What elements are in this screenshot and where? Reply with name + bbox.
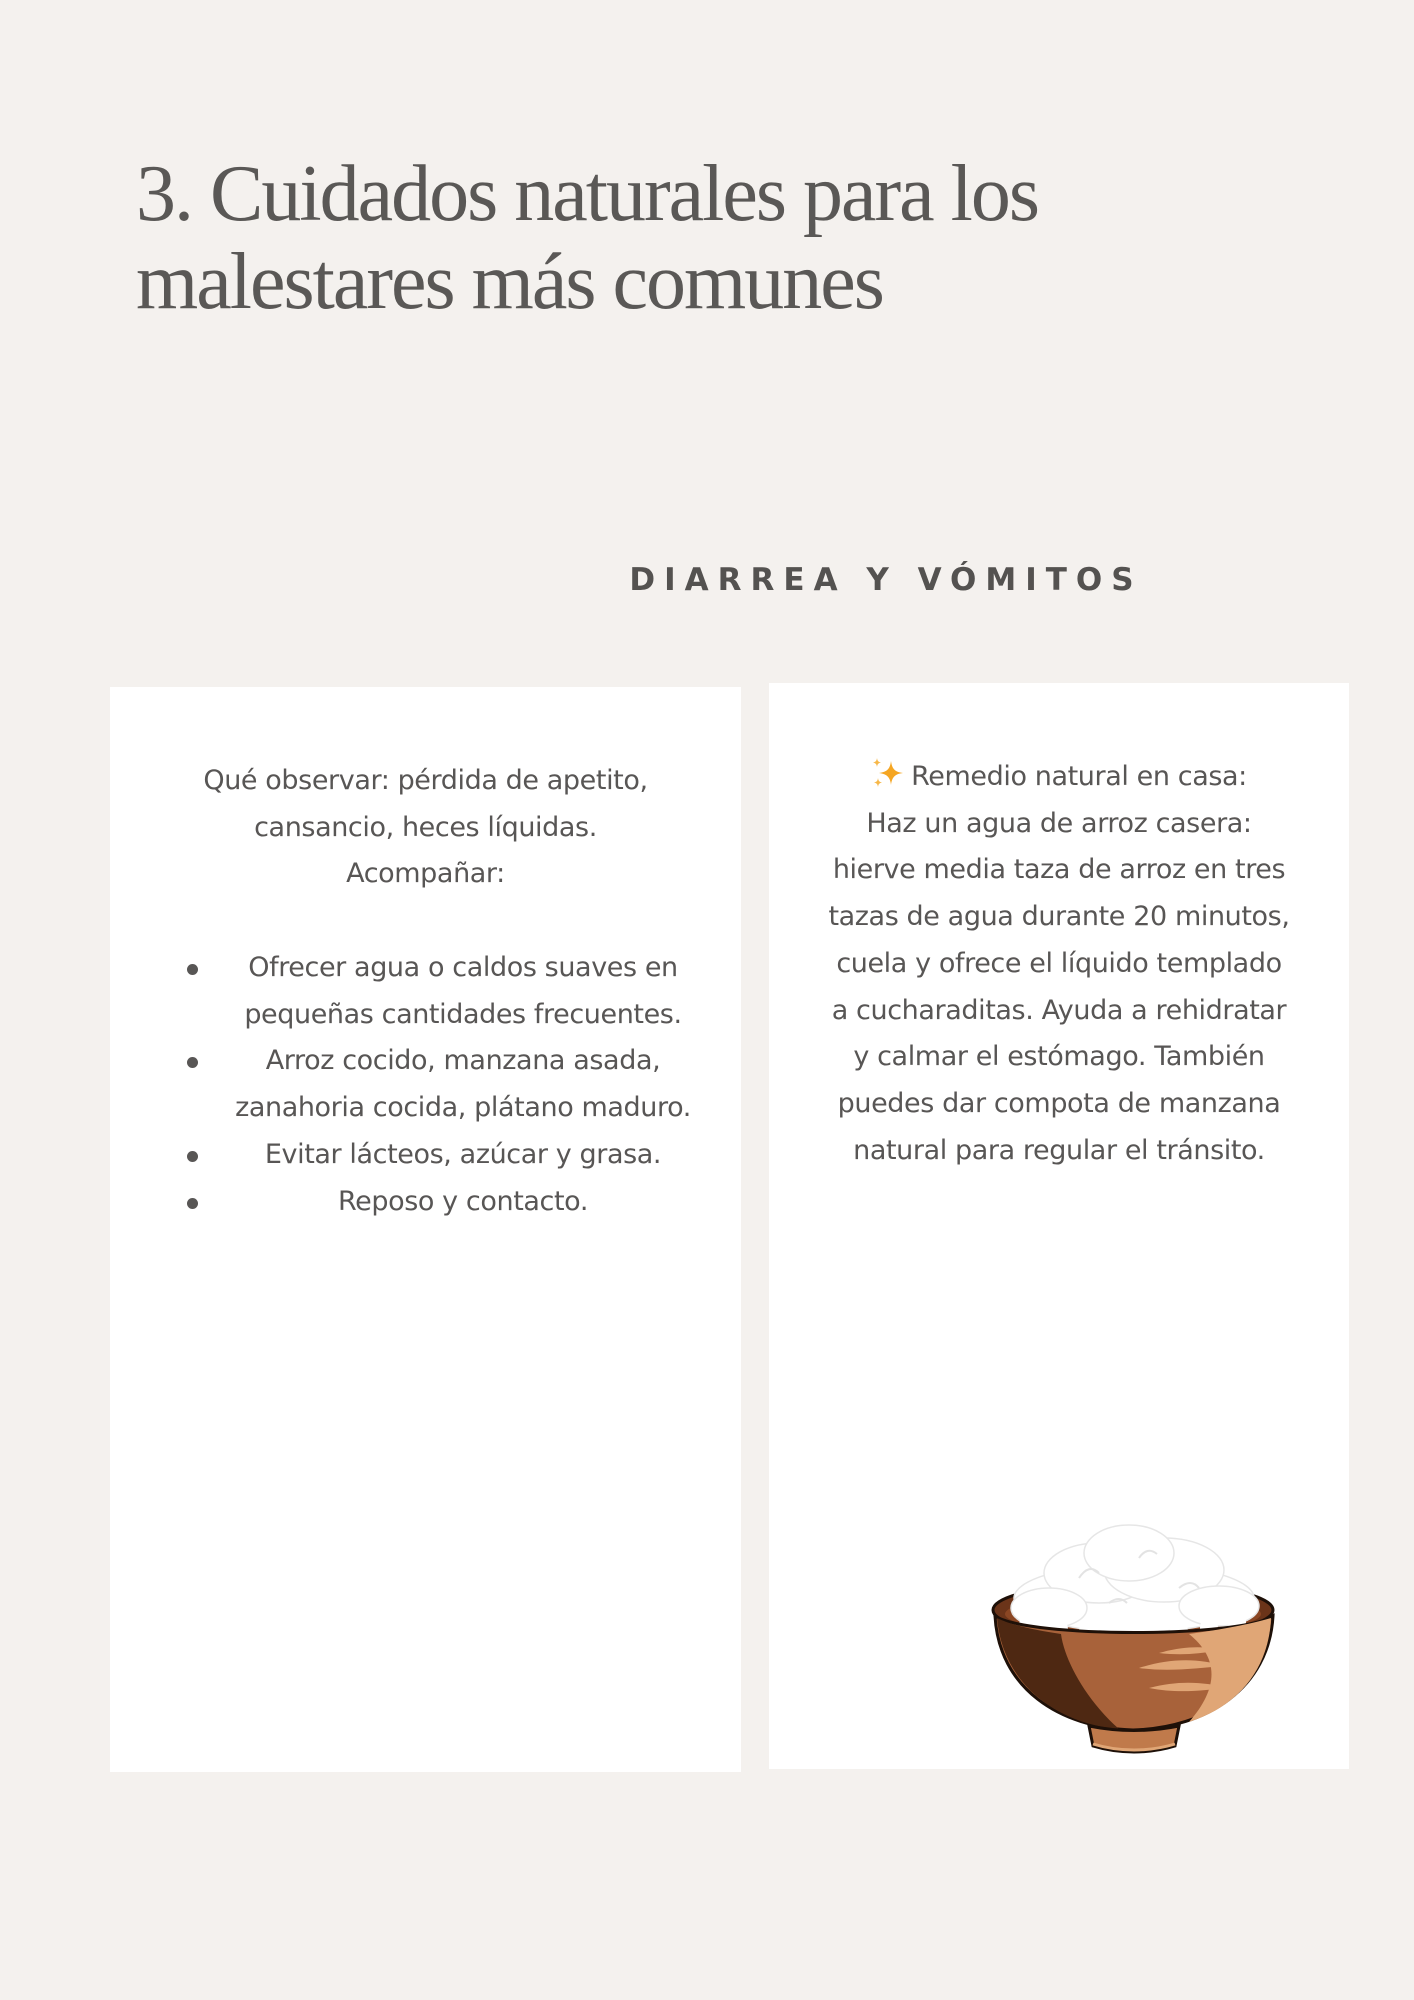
remedy-line: y calmar el estómago. También xyxy=(853,1041,1265,1073)
list-item-text: Ofrecer agua o caldos suaves en pequeñas cantidades frecuentes. xyxy=(244,952,682,1030)
bullet-icon xyxy=(187,1151,198,1162)
bullet-icon xyxy=(187,1198,198,1209)
remedy-line: Haz un agua de arroz casera: xyxy=(866,807,1252,839)
rice-bowl-illustration xyxy=(989,1518,1279,1758)
list-item-text: Reposo y contacto. xyxy=(337,1185,588,1217)
remedy-line: natural para regular el tránsito. xyxy=(853,1134,1265,1166)
sparkles-icon xyxy=(871,757,905,789)
list-item xyxy=(110,1132,741,1179)
remedy-line: puedes dar compota de manzana xyxy=(837,1087,1281,1119)
intro-line: cansancio, heces líquidas. xyxy=(254,811,597,843)
remedy-title-line xyxy=(791,754,1327,801)
remedy-text xyxy=(769,754,1349,1174)
intro-line: Qué observar: pérdida de apetito, xyxy=(203,765,648,796)
remedy-title: Remedio natural en casa: xyxy=(911,761,1247,792)
page-title-line: malestares más comunes xyxy=(136,238,883,326)
section-heading: DIARREA Y VÓMITOS xyxy=(629,562,1143,598)
page-title xyxy=(136,150,1236,326)
remedy-line: a cucharaditas. Ayuda a rehidratar xyxy=(831,994,1287,1026)
list-item-text: Evitar lácteos, azúcar y grasa. xyxy=(264,1138,662,1170)
list-item xyxy=(110,1179,741,1226)
care-list xyxy=(110,945,741,1225)
remedy-card xyxy=(769,683,1349,1769)
intro-line: Acompañar: xyxy=(346,858,505,890)
page-title-line: 3. Cuidados naturales para los xyxy=(136,150,1038,238)
list-item-text: Arroz cocido, manzana asada, zanahoria cocida, plátano maduro. xyxy=(235,1045,691,1124)
list-item xyxy=(110,945,741,1038)
bullet-icon xyxy=(187,1057,198,1068)
remedy-line: hierve media taza de arroz en tres xyxy=(832,854,1286,886)
list-item xyxy=(110,1038,741,1131)
symptoms-intro xyxy=(110,758,741,898)
bullet-icon xyxy=(187,964,198,975)
remedy-line: tazas de agua durante 20 minutos, xyxy=(828,901,1290,933)
remedy-line: cuela y ofrece el líquido templado xyxy=(836,947,1282,979)
symptoms-card xyxy=(110,687,741,1772)
